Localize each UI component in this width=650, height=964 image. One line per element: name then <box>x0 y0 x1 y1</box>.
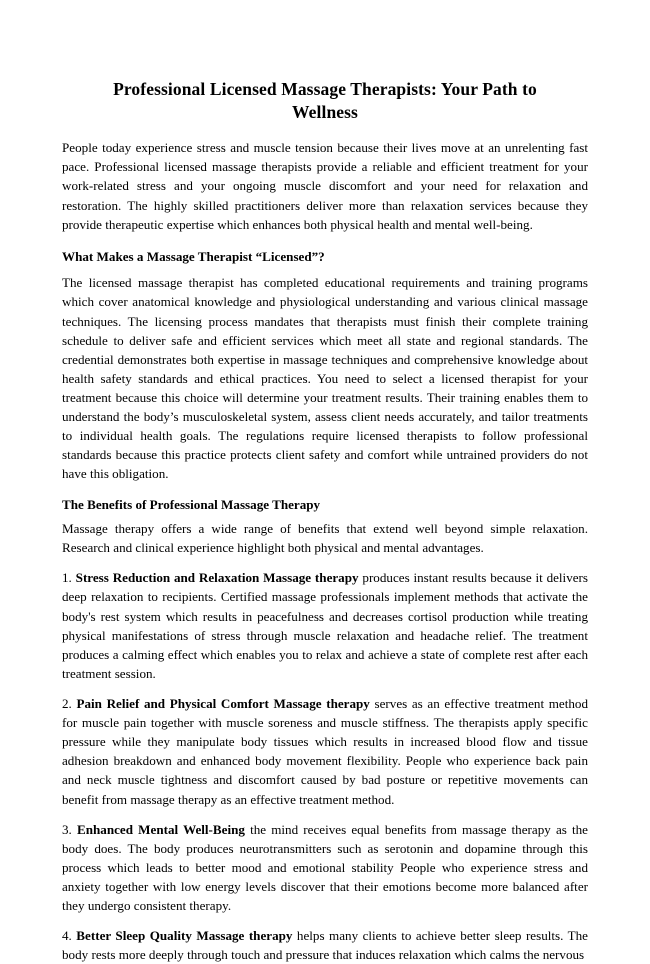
benefit-number: 3. <box>62 821 72 837</box>
benefit-number: 1. <box>62 570 72 586</box>
section-paragraph-licensed: The licensed massage therapist has completed educational requirements and training programs which cover anatomical knowledge and physiological understanding and various clinical massage techniques. The licensing process mandates that therapists must finish their complete training schedule to deliver safe and efficient services which meet all state and regional standards. The credential demonstrates both expertise in massage techniques and comprehensive knowledge about health safety standards and ethical practices. You need to select a licensed therapist for your treatment because this choice will determine your treatment results. Their training enables them to understand the body’s musculoskeletal system, assess client needs accurately, and tailor treatments to individual health goals. The regulations require licensed therapists to follow professional standards because this practice protects client safety and comfort while untrained providers do not have this obligation. <box>62 275 588 482</box>
benefit-lead: Pain Relief and Physical Comfort Massage therapy <box>76 695 370 711</box>
benefit-item <box>62 820 588 916</box>
benefit-body: helps many clients to achieve better sleep results. The body rests more deeply through touch and pressure that induces relaxation which calms the nervous <box>62 928 588 963</box>
benefit-item <box>62 926 588 964</box>
benefit-body: serves as an effective treatment method for muscle pain together with muscle soreness and muscle stiffness. The therapists apply specific pressure while they manipulate body tissues which results in increased blood flow and tissue adhesion breakdown and enhanced body movement flexibility. People who experience back pain and neck muscle tightness and discomfort caused by bad posture or repetitive movements can benefit from massage therapy as an effective treatment method. <box>62 695 588 807</box>
benefit-number: 4. <box>62 928 72 944</box>
benefit-lead: Enhanced Mental Well-Being <box>76 821 245 837</box>
benefit-body: produces instant results because it delivers deep relaxation to recipients. Certified massage professionals implement methods that activate the body's rest system which results in peacefulness and decreases cortisol production while treating physical manifestations of stress through muscle relaxation and headache relief. The treatment produces a calming effect which enables you to relax and achieve a state of complete rest after each treatment session. <box>62 570 589 681</box>
benefit-body: the mind receives equal benefits from massage therapy as the body does. The body produces neurotransmitters such as serotonin and dopamine through this process which leads to better mood and emotional stability People who experience stress and anxiety together with low energy levels discover that their emotions become more balanced after they undergo consistent therapy. <box>62 821 588 914</box>
benefit-lead: Stress Reduction and Relaxation Massage therapy <box>75 570 359 586</box>
page-title: Professional Licensed Massage Therapists: Your Path to Wellness <box>113 79 537 123</box>
section-heading-licensed: What Makes a Massage Therapist “Licensed”? <box>62 248 325 264</box>
benefit-item <box>62 568 588 683</box>
section-paragraph-benefits: Massage therapy offers a wide range of benefits that extend well beyond simple relaxation. Research and clinical experience highlight both physical and mental advantages. <box>62 521 588 556</box>
intro-paragraph: People today experience stress and muscle tension because their lives move at an unrelenting fast pace. Professional licensed massage therapists provide a reliable and efficient treatment for your work-related stress and your ongoing muscle discomfort and your need for relaxation and restoration. The highly skilled practitioners deliver more than relaxation services because they provide therapeutic expertise which enhances both physical health and mental well-being. <box>62 140 588 232</box>
section-heading-benefits: The Benefits of Professional Massage Therapy <box>62 496 321 512</box>
benefit-number: 2. <box>62 695 72 711</box>
benefit-lead: Better Sleep Quality Massage therapy <box>76 928 293 944</box>
benefit-item <box>62 694 588 809</box>
